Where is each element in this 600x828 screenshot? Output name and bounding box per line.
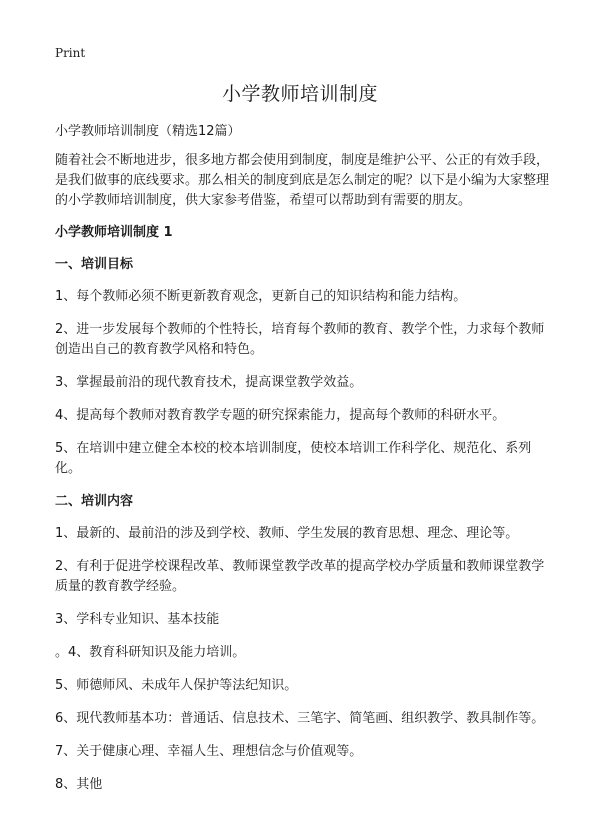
content-item: 5、师德师风、未成年人保护等法纪知识。 [55,678,298,693]
goal-item: 3、掌握最前沿的现代教育技术，提高课堂教学效益。 [55,375,363,390]
goal-item: 5、在培训中建立健全本校的校本培训制度，使校本培训工作科学化、规范化、系列化。 [55,441,532,476]
goal-item: 4、提高每个教师对教育教学专题的研究探索能力，提高每个教师的科研水平。 [55,408,506,423]
heading-training-goals: 一、培训目标 [55,257,134,272]
goal-item: 2、进一步发展每个教师的个性特长，培育每个教师的教育、教学个性，力求每个教师创造出自己的教育教学风格和特色。 [55,322,545,357]
content-item: 7、关于健康心理、幸福人生、理想信念与价值观等。 [55,744,363,759]
document-body [55,122,552,808]
page-title: 小学教师培训制度 [221,83,378,105]
content-item: 。4、教育科研知识及能力培训。 [55,645,246,660]
content-item: 3、学科专业知识、基本技能 [55,612,220,627]
document-subtitle: 小学教师培训制度（精选12篇） [55,124,241,139]
content-item: 2、有利于促进学校课程改革、教师课堂教学改革的提高学校办学质量和教师课堂教学质量的教育教学经验。 [55,559,545,594]
content-item: 6、现代教师基本功：普通话、信息技术、三笔字、简笔画、组织教学、教具制作等。 [55,711,545,726]
intro-paragraph: 随着社会不断地进步，很多地方都会使用到制度，制度是维护公平、公正的有效手段，是我们做事的底线要求。那么相关的制度到底是怎么制定的呢？以下是小编为大家整理的小学教师培训制度，供大家参考借鉴，希望可以帮助到有需要的朋友。 [55,153,550,208]
content-item: 1、最新的、最前沿的涉及到学校、教师、学生发展的教育思想、理念、理论等。 [55,526,519,541]
print-link[interactable]: Print [55,46,86,60]
heading-training-content: 二、培训内容 [55,494,134,509]
content-item: 8、其他 [55,777,103,792]
section-title: 小学教师培训制度 1 [55,225,173,240]
goal-item: 1、每个教师必须不断更新教育观念，更新自己的知识结构和能力结构。 [55,289,467,304]
